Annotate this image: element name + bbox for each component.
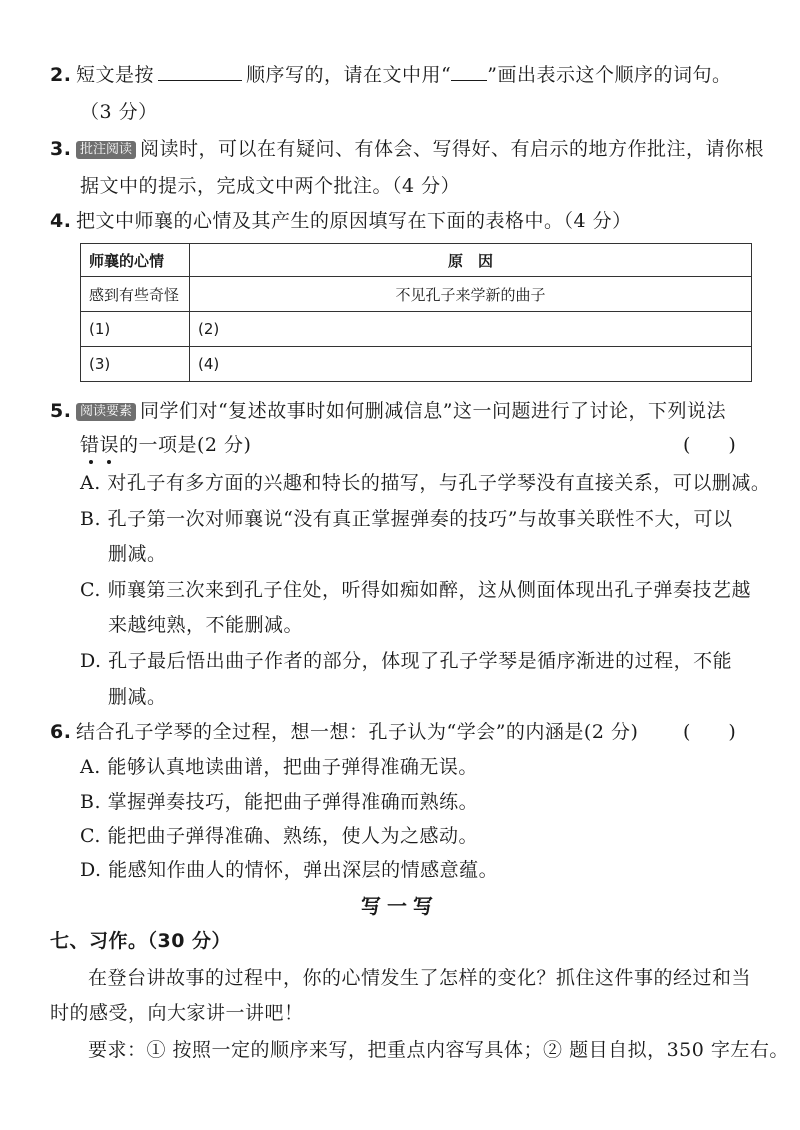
q6-answer-paren[interactable]: ( ) xyxy=(683,721,736,743)
emphasis-dot xyxy=(107,460,111,464)
q5-option-d[interactable] xyxy=(80,648,732,674)
q6-option-b[interactable] xyxy=(80,789,478,815)
q5-option-c-cont: 来越纯熟，不能删减。 xyxy=(108,614,304,636)
q5-option-d-cont: 删减。 xyxy=(108,686,167,708)
q5-text-line2: 错误的一项是(2 分) xyxy=(80,434,252,456)
q6-option-b-text: 掌握弹奏技巧，能把曲子弹得准确而熟练。 xyxy=(107,791,479,813)
q6-option-a[interactable] xyxy=(80,754,478,780)
q5-option-b[interactable] xyxy=(80,506,733,532)
q6-text: 结合孔子学琴的全过程，想一想：孔子认为“学会”的内涵是(2 分) xyxy=(76,721,639,743)
q6-option-d-text: 能感知作曲人的情怀，弹出深层的情感意蕴。 xyxy=(108,859,499,881)
q6-option-c-text: 能把曲子弹得准确、熟练，使人为之感动。 xyxy=(107,825,478,847)
q2-text-a: 短文是按 xyxy=(76,64,155,86)
q5-option-c-text: 师襄第三次来到孔子住处，听得如痴如醉，这从侧面体现出孔子弹奏技艺越 xyxy=(107,579,751,601)
q5-option-a[interactable] xyxy=(80,470,770,496)
q4-number: 4. xyxy=(50,210,72,232)
q2-text-b: 顺序写的，请在文中用“ xyxy=(246,64,452,86)
q4-table-header-row xyxy=(81,244,752,277)
q4-cell-reason-2[interactable]: (2) xyxy=(190,312,752,347)
q5-option-a-text: 对孔子有多方面的兴趣和特长的描写，与孔子学琴没有直接关系，可以删减。 xyxy=(107,472,771,494)
q4-cell-mood-2[interactable]: (1) xyxy=(81,312,190,347)
q6-option-d[interactable] xyxy=(80,857,498,883)
q6-number: 6. xyxy=(50,721,72,743)
q3-line1 xyxy=(50,136,764,162)
section-title: 写一写 xyxy=(361,894,439,918)
table-row xyxy=(81,347,752,382)
q6-option-b-label: B. xyxy=(80,791,102,813)
q2-underline-sample xyxy=(451,62,487,81)
q5-option-d-label: D. xyxy=(80,650,102,672)
q5-number: 5. xyxy=(50,400,72,422)
q5-option-a-label: A. xyxy=(80,472,101,494)
q5-option-b-text: 孔子第一次对师襄说“没有真正掌握弹奏的技巧”与故事关联性不大，可以 xyxy=(107,508,733,530)
table-row xyxy=(81,312,752,347)
q4-table xyxy=(80,243,752,382)
q6-line1 xyxy=(50,719,638,745)
q4-header-mood: 师襄的心情 xyxy=(81,244,190,277)
q4-cell-mood-1: 感到有些奇怪 xyxy=(81,277,190,312)
q5-answer-paren[interactable]: ( ) xyxy=(683,434,736,456)
table-row xyxy=(81,277,752,312)
q6-option-d-label: D. xyxy=(80,859,102,881)
q2-line1 xyxy=(50,62,731,88)
q7-requirement: 要求：① 按照一定的顺序来写，把重点内容写具体；② 题目自拟，350 字左右。 xyxy=(88,1039,789,1061)
q3-text-line1: 阅读时，可以在有疑问、有体会、写得好、有启示的地方作批注，请你根 xyxy=(140,138,765,160)
q5-text-line1: 同学们对“复述故事时如何删减信息”这一问题进行了讨论，下列说法 xyxy=(140,400,726,422)
q3-number: 3. xyxy=(50,138,72,160)
q7-para-line1: 在登台讲故事的过程中，你的心情发生了怎样的变化？抓住这件事的经过和当 xyxy=(88,967,752,989)
q2-number: 2. xyxy=(50,64,72,86)
q6-option-c[interactable] xyxy=(80,823,478,849)
q6-option-c-label: C. xyxy=(80,825,101,847)
q2-fill-blank[interactable] xyxy=(158,62,242,81)
q5-option-b-label: B. xyxy=(80,508,102,530)
q6-option-a-label: A. xyxy=(80,756,101,778)
q4-cell-reason-1: 不见孔子来学新的曲子 xyxy=(190,277,752,312)
q5-line1 xyxy=(50,398,726,424)
q7-para-line2: 时的感受，向大家讲一讲吧！ xyxy=(50,1002,304,1024)
q4-cell-mood-3[interactable]: (3) xyxy=(81,347,190,382)
q5-option-b-cont: 删减。 xyxy=(108,543,167,565)
q3-text-line2: 据文中的提示，完成文中两个批注。（4 分） xyxy=(80,175,461,197)
q5-option-d-text: 孔子最后悟出曲子作者的部分，体现了孔子学琴是循序渐进的过程，不能 xyxy=(108,650,733,672)
q5-badge: 阅读要素 xyxy=(76,403,136,421)
q4-cell-reason-3[interactable]: (4) xyxy=(190,347,752,382)
q2-text-c: ”画出表示这个顺序的词句。 xyxy=(487,64,732,86)
q3-badge: 批注阅读 xyxy=(76,141,136,159)
q4-header-reason: 原 因 xyxy=(190,244,752,277)
q4-text: 把文中师襄的心情及其产生的原因填写在下面的表格中。（4 分） xyxy=(76,210,632,232)
q6-option-a-text: 能够认真地读曲谱，把曲子弹得准确无误。 xyxy=(107,756,478,778)
q5-option-c-label: C. xyxy=(80,579,101,601)
emphasis-dot xyxy=(89,460,93,464)
q4-line1 xyxy=(50,208,632,234)
q5-option-c[interactable] xyxy=(80,577,751,603)
q2-score: （3 分） xyxy=(80,101,158,123)
q7-heading: 七、习作。（30 分） xyxy=(50,930,232,952)
